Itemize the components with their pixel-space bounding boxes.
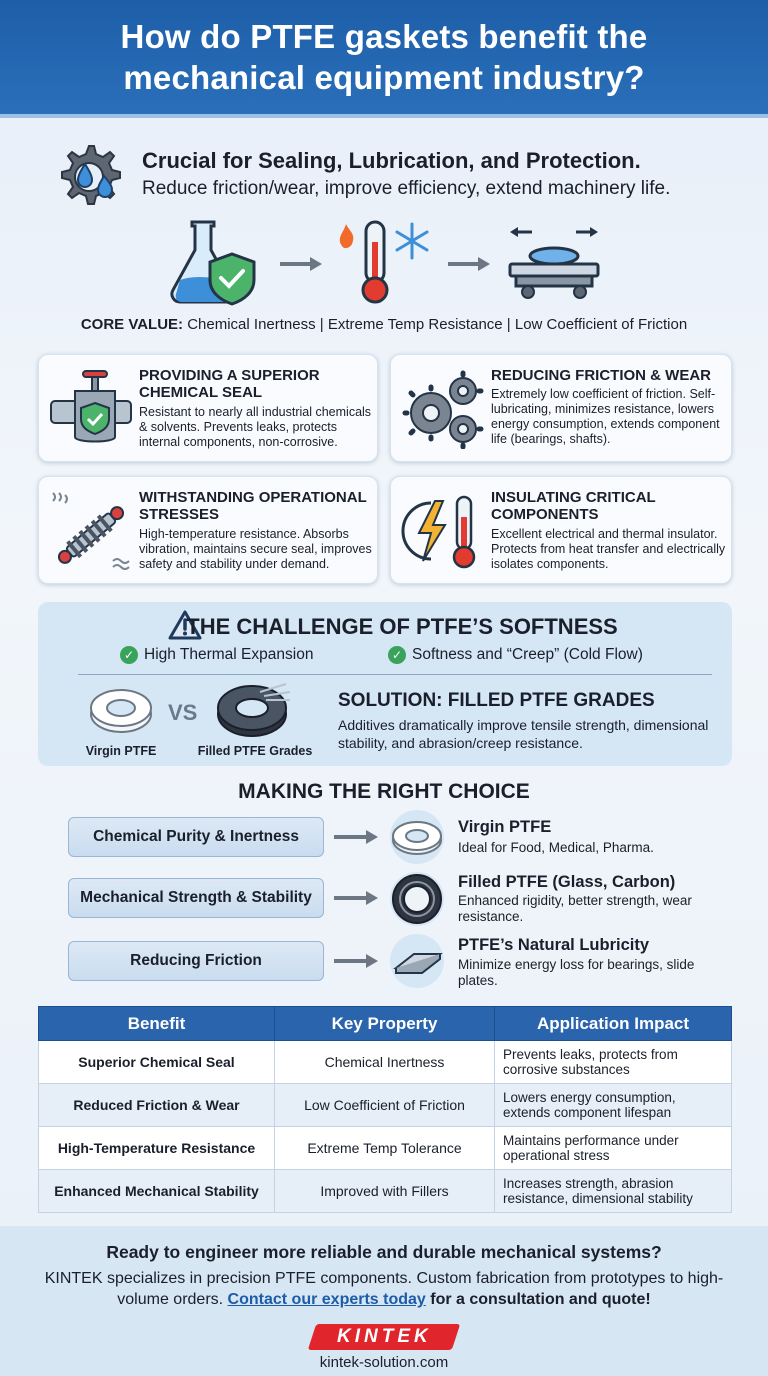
virgin-ptfe-label: Virgin PTFE — [85, 744, 157, 758]
filled-ptfe-ring-icon — [388, 870, 446, 928]
table-cell: Maintains performance under operational stress — [495, 1127, 732, 1170]
arrow-right-icon — [332, 830, 380, 844]
gear-droplet-icon — [52, 140, 126, 214]
choice-detail: Enhanced rigidity, better strength, wear resistance. — [458, 893, 692, 924]
benefits-table — [38, 1006, 732, 1213]
filled-ptfe-ring-icon — [214, 682, 294, 740]
vs-label: VS — [168, 700, 198, 725]
card-title: REDUCING FRICTION & WEAR — [491, 367, 711, 384]
table-header-row — [39, 1007, 732, 1041]
slide-plate-icon — [388, 932, 446, 990]
arrow-right-icon — [278, 256, 324, 272]
table-cell: Chemical Inertness — [275, 1041, 495, 1084]
table-cell: Enhanced Mechanical Stability — [39, 1170, 275, 1213]
footer-body: KINTEK specializes in precision PTFE components. Custom fabrication from prototypes to high-volume orders. Contact our experts today for a consultation and quote! — [44, 1270, 724, 1308]
filled-ptfe-label: Filled PTFE Grades — [197, 744, 313, 758]
table-row — [39, 1084, 732, 1127]
card-body: High-temperature resistance. Absorbs vibration, maintains secure seal, improves safety and stability under demand. — [139, 527, 372, 571]
page-header — [0, 0, 768, 118]
choice-option: Filled PTFE (Glass, Carbon) — [458, 873, 676, 891]
solution-title: SOLUTION: FILLED PTFE GRADES — [338, 690, 655, 711]
core-value-line — [0, 316, 768, 333]
table-header: Benefit — [39, 1007, 275, 1041]
choice-option: Virgin PTFE — [458, 818, 552, 836]
thermometer-fire-snow-icon — [330, 216, 436, 306]
table-cell: Extreme Temp Tolerance — [275, 1127, 495, 1170]
intro-heading: Crucial for Sealing, Lubrication, and Protection. — [142, 148, 641, 173]
contact-link[interactable]: Contact our experts today — [227, 1291, 426, 1308]
virgin-ptfe-ring-icon — [88, 686, 154, 736]
shock-absorber-icon — [49, 491, 133, 571]
card-title: WITHSTANDING OPERATIONAL STRESSES — [139, 489, 367, 523]
virgin-ptfe-ring-icon — [388, 808, 446, 866]
property-icons-row — [168, 216, 608, 306]
lightning-thermometer-icon — [401, 491, 485, 571]
solution-body: Additives dramatically improve tensile strength, dimensional stability, and abrasion/creep resistance. — [338, 717, 709, 751]
choice-detail: Minimize energy loss for bearings, slide plates. — [458, 957, 695, 988]
card-operational-stresses — [38, 476, 378, 584]
challenge-title: THE CHALLENGE OF PTFE’S SOFTNESS — [186, 614, 618, 639]
arrow-right-icon — [446, 256, 492, 272]
table-cell: Reduced Friction & Wear — [39, 1084, 275, 1127]
valve-shield-icon — [49, 369, 133, 449]
table-row — [39, 1170, 732, 1213]
choice-detail: Ideal for Food, Medical, Pharma. — [458, 840, 654, 855]
choice-need-pill: Mechanical Strength & Stability — [68, 878, 324, 918]
table-header: Application Impact — [495, 1007, 732, 1041]
card-body: Excellent electrical and thermal insulator. Protects from heat transfer and electrically isolates components. — [491, 527, 726, 571]
table-cell: Improved with Fillers — [275, 1170, 495, 1213]
choice-option: PTFE’s Natural Lubricity — [458, 936, 650, 954]
table-row — [39, 1127, 732, 1170]
table-cell: Prevents leaks, protects from corrosive substances — [495, 1041, 732, 1084]
challenge-section — [38, 602, 732, 766]
card-body: Extremely low coefficient of friction. Self-lubricating, minimizes resistance, lowers energy consumption, extends component life (bearings, shafts). — [491, 387, 720, 446]
table-cell: Lowers energy consumption, extends component lifespan — [495, 1084, 732, 1127]
table-cell: High-Temperature Resistance — [39, 1127, 275, 1170]
arrow-right-icon — [332, 954, 380, 968]
choice-title: MAKING THE RIGHT CHOICE — [238, 780, 530, 803]
challenge-point: ✓ High Thermal Expansion — [120, 646, 313, 664]
check-icon: ✓ — [120, 646, 138, 664]
choice-need-pill: Chemical Purity & Inertness — [68, 817, 324, 857]
intro-section — [52, 140, 742, 210]
card-insulating — [390, 476, 732, 584]
card-chemical-seal — [38, 354, 378, 462]
footer-question: Ready to engineer more reliable and durable mechanical systems? — [106, 1242, 662, 1262]
choice-need-pill: Reducing Friction — [68, 941, 324, 981]
page-title: How do PTFE gaskets benefit the mechanical equipment industry? — [120, 18, 648, 96]
divider — [78, 674, 712, 675]
table-cell: Low Coefficient of Friction — [275, 1084, 495, 1127]
table-row — [39, 1041, 732, 1084]
kintek-logo: KINTEK — [308, 1324, 460, 1350]
card-friction-wear — [390, 354, 732, 462]
core-value-label: CORE VALUE: — [80, 316, 184, 333]
table-cell: Superior Chemical Seal — [39, 1041, 275, 1084]
core-value-text: Chemical Inertness | Extreme Temp Resistance | Low Coefficient of Friction — [183, 316, 688, 333]
arrow-right-icon — [332, 891, 380, 905]
challenge-point: ✓ Softness and “Creep” (Cold Flow) — [388, 646, 643, 664]
footer — [0, 1226, 768, 1376]
card-title: PROVIDING A SUPERIOR CHEMICAL SEAL — [139, 367, 320, 401]
table-cell: Increases strength, abrasion resistance, dimensional stability — [495, 1170, 732, 1213]
table-header: Key Property — [275, 1007, 495, 1041]
sliding-plate-icon — [504, 220, 604, 304]
card-body: Resistant to nearly all industrial chemicals & solvents. Prevents leaks, protects internal components, non-corrosive. — [139, 405, 372, 449]
check-icon: ✓ — [388, 646, 406, 664]
flask-shield-icon — [168, 218, 266, 308]
gears-icon — [401, 369, 485, 449]
intro-subheading: Reduce friction/wear, improve efficiency, extend machinery life. — [142, 178, 671, 199]
card-title: INSULATING CRITICAL COMPONENTS — [491, 489, 656, 523]
website-url[interactable]: kintek-solution.com — [319, 1354, 449, 1371]
